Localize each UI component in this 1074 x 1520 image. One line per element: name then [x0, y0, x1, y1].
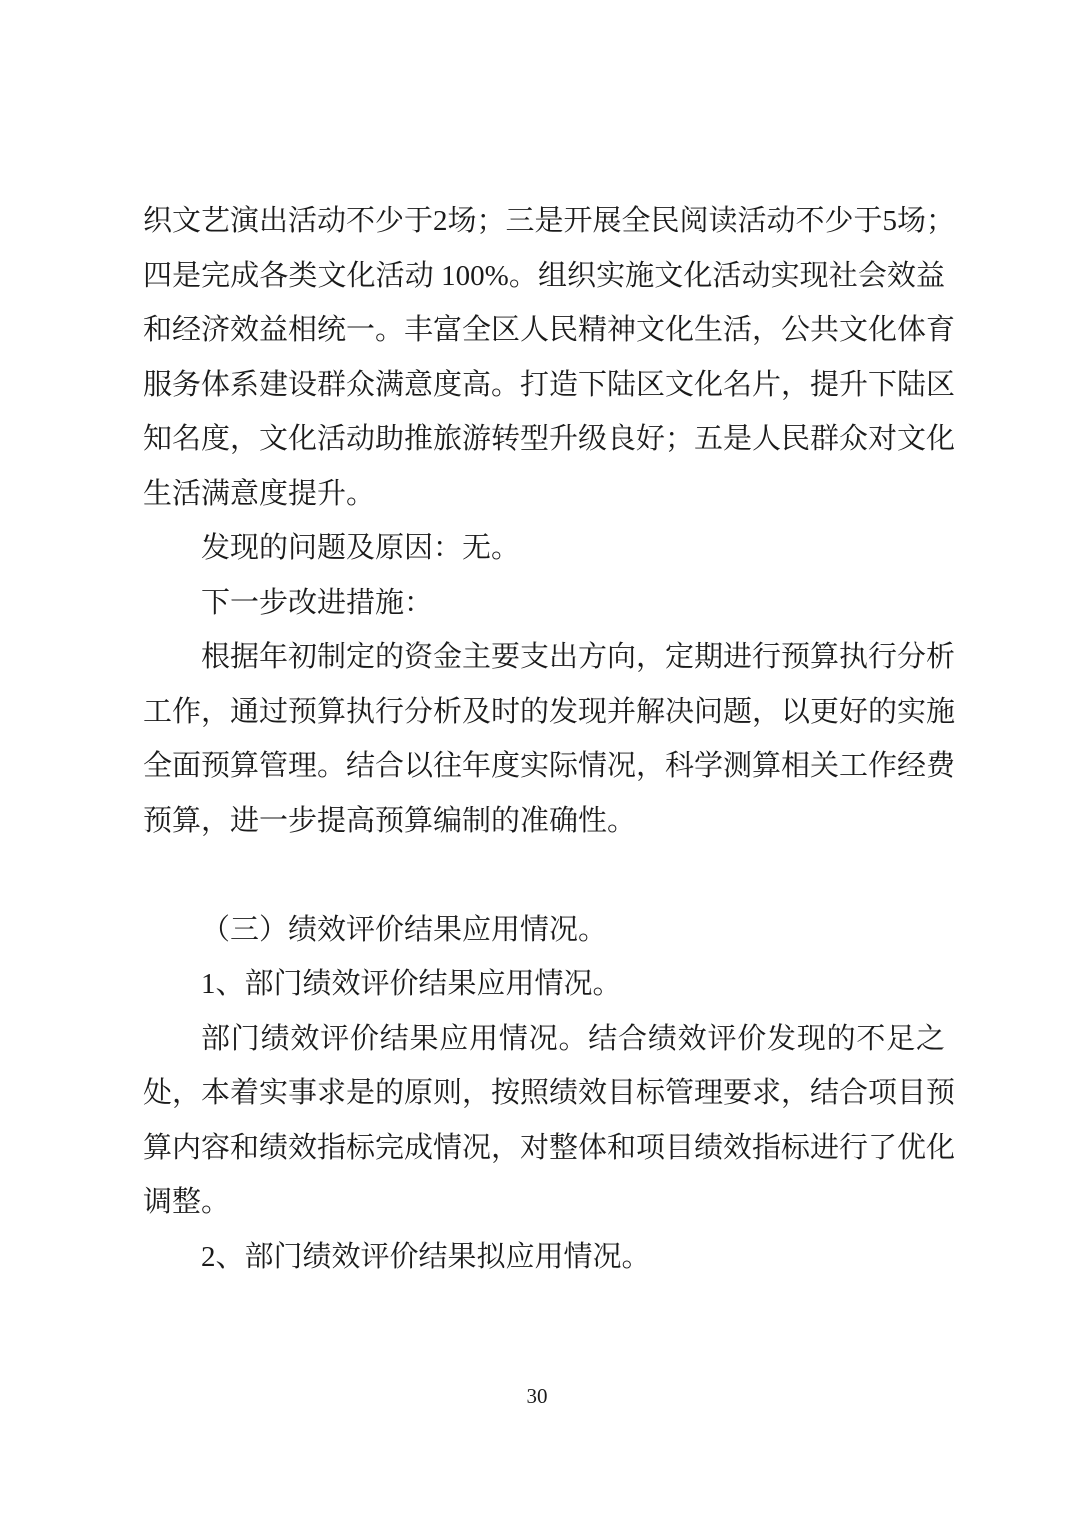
- text-line: 和经济效益相统一。丰富全区人民精神文化生活，公共文化体育: [143, 314, 956, 346]
- page-number: 30: [526, 1384, 548, 1408]
- text-line: 发现的问题及原因：无。: [201, 532, 521, 564]
- paragraph: [143, 576, 945, 631]
- text-line: 下一步改进措施：: [201, 586, 434, 619]
- text-line: 调整。: [143, 1186, 231, 1218]
- paragraph: [143, 630, 956, 848]
- text-line: （三）绩效评价结果应用情况。: [201, 913, 608, 946]
- text-line: 根据年初制定的资金主要支出方向，定期进行预算执行分析: [201, 641, 956, 673]
- paragraph: [143, 1230, 945, 1285]
- text-line: 织文艺演出活动不少于2场；三是开展全民阅读活动不少于5场；: [143, 205, 956, 237]
- text-line: 1、部门绩效评价结果应用情况。: [201, 968, 622, 1000]
- paragraph: [143, 903, 945, 958]
- text-line: 部门绩效评价结果应用情况。结合绩效评价发现的不足之: [201, 1022, 945, 1055]
- text-line: 算内容和绩效指标完成情况，对整体和项目绩效指标进行了优化: [143, 1131, 956, 1164]
- text-line: 知名度，文化活动助推旅游转型升级良好；五是人民群众对文化: [143, 423, 956, 455]
- text-line: 服务体系建设群众满意度高。打造下陆区文化名片，提升下陆区: [143, 368, 956, 401]
- text-line: 全面预算管理。结合以往年度实际情况，科学测算相关工作经费: [143, 750, 956, 782]
- paragraph: [143, 957, 945, 1012]
- paragraph: [143, 521, 945, 576]
- text-line: 工作，通过预算执行分析及时的发现并解决问题，以更好的实施: [143, 695, 956, 728]
- blank-line: [143, 848, 945, 903]
- text-line: 四是完成各类文化活动 100%。组织实施文化活动实现社会效益: [143, 259, 945, 292]
- paragraph: [143, 194, 956, 521]
- document-body: [143, 194, 956, 1284]
- text-line: 生活满意度提升。: [143, 477, 376, 510]
- text-line: 预算，进一步提高预算编制的准确性。: [143, 804, 637, 837]
- text-line: 2、部门绩效评价结果拟应用情况。: [201, 1240, 651, 1273]
- text-line: 处，本着实事求是的原则，按照绩效目标管理要求，结合项目预: [143, 1077, 956, 1109]
- paragraph: [143, 1012, 956, 1230]
